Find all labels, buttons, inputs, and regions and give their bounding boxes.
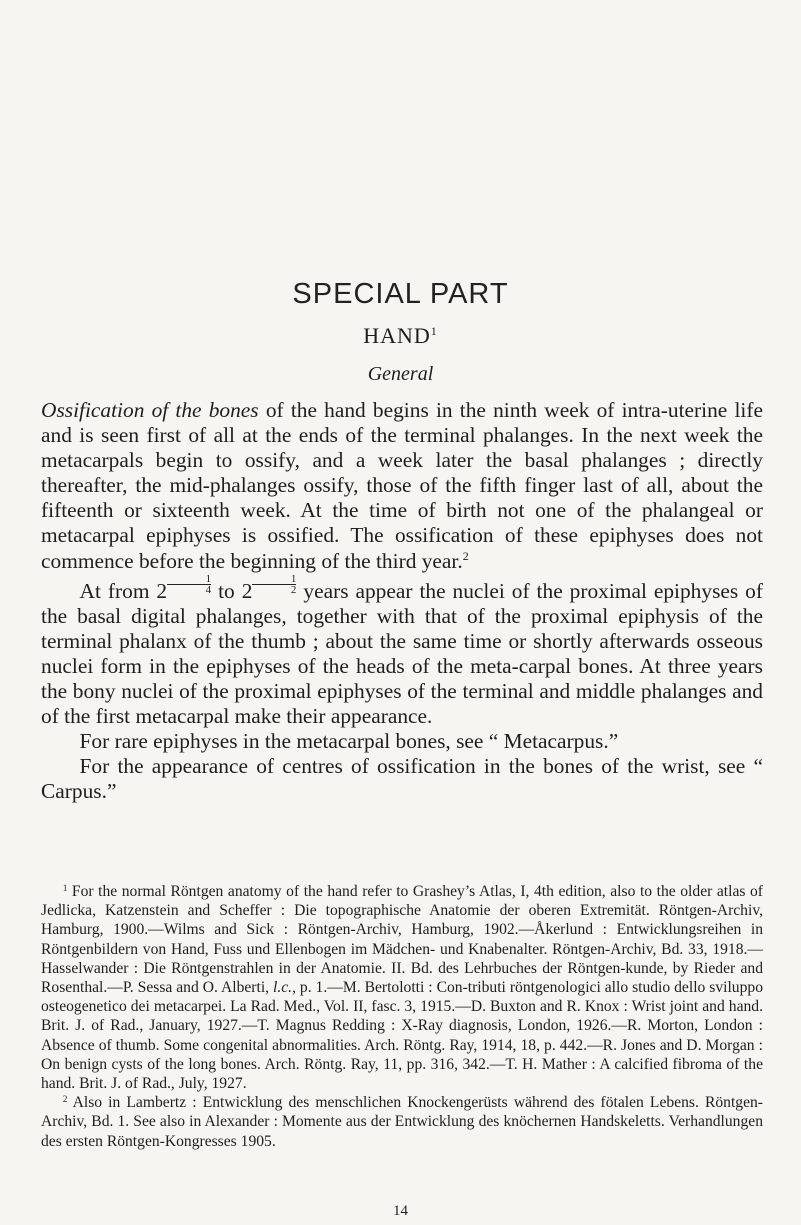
paragraph: [41, 398, 763, 574]
footnote: [41, 1093, 763, 1151]
footnote-marker: 2: [462, 548, 469, 563]
part-heading: SPECIAL PART: [292, 278, 509, 310]
footnote-number: 2: [62, 1094, 68, 1105]
footnote: [41, 882, 763, 1093]
paragraph-text: of the hand begins in the ninth week of intra-uterine life and is seen first of all at the ends of the terminal phalanges. In the next week the metacarpals begin to ossify, and a week later the basal phalanges ; directly thereafter, the mid-phalanges ossify, those of the fifth finger last of all, about the fifteenth or sixteenth week. At the time of birth not one of the phalangeal or metacarpal epiphyses is ossified. The ossification of these epiphyses does not commence before the beginning of the third year.: [41, 398, 763, 573]
section-title: HAND: [363, 323, 431, 348]
paragraph-text: to 2: [211, 578, 253, 603]
footnote-text: Also in Lambertz : Entwicklung des menschlichen Knockengerüsts während des fötalen Lebens. Röntgen-Archiv, Bd. 1. See also in Alexander : Momente aus der Entwicklung des knöchernen Handskeletts. Verhandlungen des ersten Röntgen-Kongresses 1905.: [41, 1094, 764, 1150]
italic-phrase: Ossification of the bones: [41, 398, 259, 422]
footnotes: [41, 882, 763, 1151]
fraction: [252, 574, 296, 595]
paragraph-text: years appear the nuclei of the proximal epiphyses of the basal digital phalanges, together with that of the proximal epiphysis of the terminal phalanx of the thumb ; about the same time or shortly afterwards osseous nuclei form in the epiphyses of the heads of the meta-carpal bones. At three years the bony nuclei of the proximal epiphyses of the terminal and middle phalanges and of the first metacarpal make their appearance.: [41, 578, 763, 729]
fraction-numerator: 1: [290, 572, 297, 585]
footnote-number: 1: [62, 883, 68, 893]
body-text: [41, 398, 763, 805]
fraction: [167, 574, 211, 595]
paragraph: For rare epiphyses in the metacarpal bones, see “ Metacarpus.”: [79, 729, 619, 754]
fraction-denominator: 4: [167, 584, 211, 595]
page-number: 14: [393, 1203, 408, 1219]
section-heading: [0, 323, 801, 349]
paragraph: For the appearance of centres of ossification in the bones of the wrist, see “ Carpus.”: [41, 754, 763, 804]
footnote-text: For the normal Röntgen anatomy of the hand refer to Grashey’s Atlas, I, 4th edition, also to the older atlas of Jedlicka, Katzenstein and Scheffer : Die topographische Anatomie der oberen Extremität. Röntgen-Archiv, Hamburg, 1900.—Wilms and Sick : Röntgen-Archiv, Hamburg, 1902.—Åkerlund : Entwicklungsreihen in Röntgenbildern von Hand, Fuss und Ellenbogen im Mädchen- und Knabenalter. Röntgen-Archiv, Bd. 33, 1918.—Hasselwander : Die Röntgenstrahlen in der Anatomie. II. Bd. des Lehrbuches der Röntgen-kunde, by Rieder and Rosenthal.—P. Sessa and O. Alberti,: [41, 883, 764, 997]
subsection-heading: General: [367, 363, 434, 385]
footnote-italic: l.c.: [273, 979, 293, 997]
footnote-marker: 1: [430, 324, 438, 338]
paragraph-text: At from 2: [79, 578, 168, 603]
fraction-numerator: 1: [205, 572, 212, 585]
footnote-text: , p. 1.—M. Bertolotti : Con-tributi röntgenologici allo studio dello sviluppo osteogenetico dei metacarpei. La Rad. Med., Vol. II, fasc. 3, 1915.—D. Buxton and R. Knox : Wrist joint and hand. Brit. J. of Rad., January, 1927.—T. Magnus Redding : X-Ray diagnosis, London, 1926.—R. Morton, London : Absence of thumb. Some congenital abnormalities. Arch. Röntg. Ray, 1914, 18, p. 442.—R. Jones and D. Morgan : On benign cysts of the long bones. Arch. Röntg. Ray, 11, pp. 316, 342.—T. H. Mather : A calcified fibroma of the hand. Brit. J. of Rad., July, 1927.: [41, 979, 763, 1093]
paragraph: [41, 574, 763, 730]
fraction-denominator: 2: [252, 584, 296, 595]
